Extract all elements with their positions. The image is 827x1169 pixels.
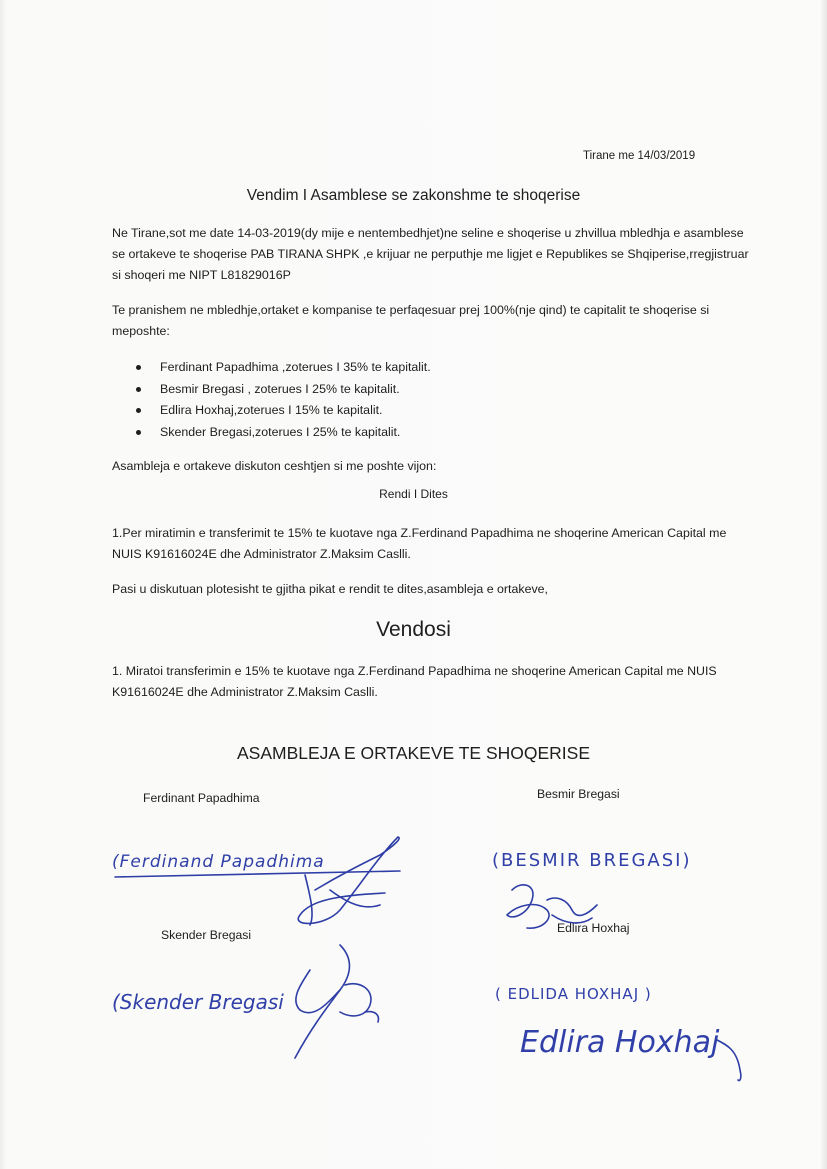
signatory-name-edlira: Edlira Hoxhaj: [557, 921, 630, 935]
after-paragraph: Pasi u diskutuan plotesisht te gjitha pikat e rendit te dites,asambleja e ortakeve,: [112, 582, 548, 596]
handwritten-name-skender: (Skender Bregasi: [112, 990, 284, 1014]
present-paragraph: Te pranishem ne mbledhje,ortaket e kompanise te perfaqesuar prej 100%(nje qind) te capitalit te shoqerise si meposhte:: [112, 303, 710, 338]
decision-heading: Vendosi: [376, 618, 451, 641]
assembly-heading: ASAMBLEJA E ORTAKEVE TE SHOQERISE: [236, 743, 591, 763]
handwritten-cursive-edlira: Edlira Hoxhaj: [520, 1025, 720, 1060]
signature-besmir: [492, 870, 612, 940]
handwritten-name-ferdinant: (Ferdinand Papadhima: [112, 852, 325, 872]
agenda-item: 1.Per miratimin e transferimit te 15% te kuotave nga Z.Ferdinand Papadhima ne shoqerine American Capital me NUIS K91616024E dhe Administrator Z.Maksim Caslli.: [112, 526, 727, 561]
agenda-heading: Rendi I Dites: [379, 487, 448, 501]
signature-edlira-flourish: [712, 1030, 752, 1085]
members-list: [112, 357, 431, 443]
intro-paragraph: Ne Tirane,sot me date 14-03-2019(dy mije e nentembedhjet)ne seline e shoqerise u zhvillua mbledhja e asamblese se ortakeve te shoqerise PAB TIRANA SHPK ,e krijuar ne perputhje me ligjet e Republikes se Shqiperise,rregjistruar si shoqeri me NIPT L81829016P: [112, 226, 749, 282]
document-date: Tirane me 14/03/2019: [583, 150, 696, 162]
handwritten-name-besmir: (BESMIR BREGASI): [492, 850, 692, 871]
signatory-name-besmir: Besmir Bregasi: [537, 787, 620, 801]
discussion-paragraph: Asambleja e ortakeve diskuton ceshtjen si me poshte vijon:: [112, 459, 437, 473]
signature-ferdinant: [110, 835, 410, 930]
decision-item: 1. Miratoi transferimin e 15% te kuotave nga Z.Ferdinand Papadhima ne shoqerine American Capital me NUIS K91616024E dhe Administrator Z.Maksim Caslli.: [112, 664, 717, 699]
list-item: Edlira Hoxhaj,zoterues I 15% te kapitalit.: [112, 400, 431, 422]
document-title: Vendim I Asamblese se zakonshme te shoqerise: [246, 187, 581, 204]
list-item: Ferdinant Papadhima ,zoterues I 35% te kapitalit.: [112, 357, 431, 379]
signature-skender: [270, 940, 400, 1065]
signatory-name-skender: Skender Bregasi: [161, 928, 252, 942]
list-item: Besmir Bregasi , zoterues I 25% te kapitalit.: [112, 379, 431, 401]
handwritten-name-edlira: ( EDLIDA HOXHAJ ): [495, 985, 652, 1003]
list-item: Skender Bregasi,zoterues I 25% te kapitalit.: [112, 422, 431, 444]
signatory-name-ferdinant: Ferdinant Papadhima: [143, 791, 260, 805]
